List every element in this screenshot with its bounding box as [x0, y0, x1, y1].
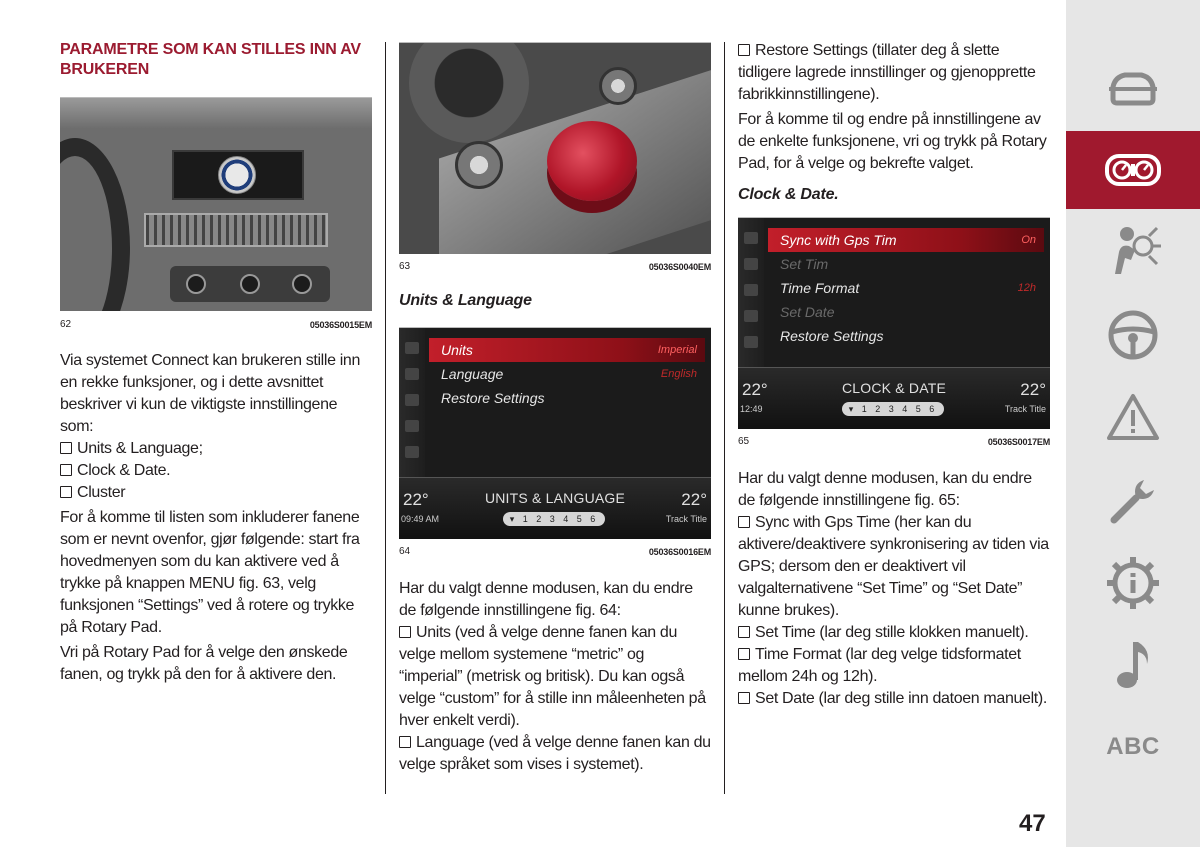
- checkbox-bullet-icon: [60, 464, 72, 476]
- preset-scale: ▾ 1 2 3 4 5 6: [503, 512, 605, 526]
- column-3: [738, 40, 1050, 710]
- screen-title: CLOCK & DATE: [841, 380, 947, 396]
- paragraph: For å komme til og endre på innstillingene av de enkelte funksjonene, vri og trykk på Rotary Pad, for å velge og bekrefte valget.: [738, 111, 1047, 172]
- figure-62: [60, 97, 372, 331]
- temperature-right: 22°: [1020, 380, 1046, 399]
- list-item: Sync with Gps Time (her kan du aktivere/deaktivere synkronisering av tiden via GPS; dersom den er deaktivert vil valgalternativene “Set Time” og “Set Date” kunne brukes).: [738, 514, 1049, 619]
- figure-63: [399, 42, 711, 273]
- checkbox-bullet-icon: [738, 648, 750, 660]
- list-item: Restore Settings (tillater deg å slette tidligere lagrede innstillinger og gjenopprette fabrikkinnstillingene).: [738, 42, 1036, 103]
- car-icon: [1105, 69, 1161, 109]
- alfa-romeo-logo: [218, 156, 256, 194]
- list-item: Set Time (lar deg stille klokken manuelt).: [738, 622, 1050, 644]
- menu-row: Units Imperial: [429, 338, 705, 362]
- figure-code: 05036S0040EM: [648, 262, 711, 272]
- chapter-sidebar: [1066, 0, 1200, 847]
- steering-wheel-icon: [1106, 308, 1160, 362]
- checkbox-bullet-icon: [399, 626, 411, 638]
- menu-row: Time Format 12h: [780, 280, 1036, 296]
- info-gear-icon: [1105, 555, 1161, 611]
- figure-number: 65: [738, 436, 750, 447]
- status-bar: [399, 477, 711, 539]
- figure-64: [399, 327, 711, 558]
- figure-number: 63: [399, 261, 411, 272]
- subsection-heading: Units & Language: [399, 292, 532, 309]
- screen-title: UNITS & LANGUAGE: [484, 490, 626, 506]
- nav-steering[interactable]: [1066, 296, 1200, 374]
- status-bar: [738, 367, 1050, 429]
- clock-readout: 09:49 AM: [401, 514, 440, 524]
- checkbox-bullet-icon: [399, 736, 411, 748]
- nav-warnings[interactable]: [1066, 378, 1200, 456]
- paragraph: Via systemet Connect kan brukeren stille inn en rekke funksjoner, og i dette avsnittet beskriver vi kun de viktigste innstillingene som:: [60, 352, 361, 435]
- clock-date-screen: [738, 217, 1050, 429]
- figure-number: 64: [399, 546, 411, 557]
- figure-caption: [399, 546, 711, 558]
- nav-car[interactable]: [1066, 50, 1200, 128]
- rotary-pad-photo: [399, 42, 711, 254]
- nav-index[interactable]: [1066, 708, 1200, 786]
- units-language-screen: [399, 327, 711, 539]
- list-item: Units (ved å velge denne fanen kan du velge mellom systemene “metric” og “imperial” (metrisk og britisk). Du kan også velge “custom” for å stille inn måleenheten på hver enkelt verdi).: [399, 624, 706, 729]
- figure-caption: [60, 319, 372, 331]
- menu-row: Sync with Gps Tim On: [768, 228, 1044, 252]
- rotary-pad-knob: [547, 121, 637, 201]
- list-item: Clock & Date.: [60, 460, 372, 482]
- list-item: Cluster: [60, 482, 372, 504]
- checkbox-bullet-icon: [60, 442, 72, 454]
- menu-row: Set Tim: [780, 256, 829, 272]
- list-item: Units & Language;: [60, 438, 372, 460]
- figure-65: [738, 217, 1050, 448]
- airbag-safety-icon: [1105, 224, 1161, 278]
- nav-multimedia[interactable]: [1066, 626, 1200, 704]
- figure-caption: [738, 436, 1050, 448]
- page-number: 47: [1019, 810, 1046, 837]
- subsection-heading: Clock & Date.: [738, 186, 839, 203]
- checkbox-bullet-icon: [738, 44, 750, 56]
- temperature-left: 22°: [742, 380, 768, 399]
- dashboard-gauges-icon: [1103, 150, 1163, 190]
- track-title: Track Title: [665, 514, 707, 524]
- menu-row: Restore Settings: [780, 328, 884, 344]
- paragraph: Har du valgt denne modusen, kan du endre de følgende innstillingene fig. 65:: [738, 470, 1032, 509]
- menu-row: Language English: [441, 366, 697, 382]
- section-heading: PARAMETRE SOM KAN STILLES INN AV BRUKEREN: [60, 41, 361, 78]
- nav-maintenance[interactable]: [1066, 462, 1200, 540]
- paragraph: Vri på Rotary Pad for å velge den ønskede fanen, og trykk på den for å aktivere den.: [60, 644, 348, 683]
- temperature-left: 22°: [403, 490, 429, 509]
- checkbox-bullet-icon: [738, 692, 750, 704]
- figure-caption: [399, 261, 711, 273]
- temperature-right: 22°: [681, 490, 707, 509]
- figure-number: 62: [60, 319, 72, 330]
- nav-technical-data[interactable]: [1066, 544, 1200, 622]
- list-item: Set Date (lar deg stille inn datoen manuelt).: [738, 688, 1050, 710]
- music-note-icon: [1111, 638, 1155, 692]
- column-divider: [724, 42, 725, 794]
- checkbox-bullet-icon: [738, 516, 750, 528]
- list-item: Time Format (lar deg velge tidsformatet mellom 24h og 12h).: [738, 646, 1021, 685]
- paragraph: For å komme til listen som inkluderer fanene som er nevnt ovenfor, gjør følgende: start fra hovedmenyen som du kan aktivere ved å trykke på knappen MENU fig. 63, velg funksjonen “Settings” ved å rotere og trykke på Rotary Pad.: [60, 509, 360, 636]
- warning-triangle-icon: [1106, 392, 1160, 442]
- nav-dashboard[interactable]: [1066, 131, 1200, 209]
- clock-readout: 12:49: [740, 404, 763, 414]
- figure-code: 05036S0015EM: [309, 320, 372, 330]
- nav-safety[interactable]: [1066, 212, 1200, 290]
- column-1: [60, 40, 372, 686]
- figure-code: 05036S0017EM: [987, 437, 1050, 447]
- checkbox-bullet-icon: [60, 486, 72, 498]
- dashboard-photo: [60, 97, 372, 311]
- track-title: Track Title: [1004, 404, 1046, 414]
- wrench-icon: [1106, 474, 1160, 528]
- menu-row: Set Date: [780, 304, 835, 320]
- index-label: ABC: [1106, 733, 1160, 760]
- list-item: Language (ved å velge denne fanen kan du velge språket som vises i systemet).: [399, 734, 711, 773]
- figure-code: 05036S0016EM: [648, 547, 711, 557]
- column-2: [399, 40, 711, 776]
- column-divider: [385, 42, 386, 794]
- preset-scale: ▾ 1 2 3 4 5 6: [842, 402, 944, 416]
- checkbox-bullet-icon: [738, 626, 750, 638]
- paragraph: Har du valgt denne modusen, kan du endre de følgende innstillingene fig. 64:: [399, 580, 693, 619]
- menu-row: Restore Settings: [441, 390, 545, 406]
